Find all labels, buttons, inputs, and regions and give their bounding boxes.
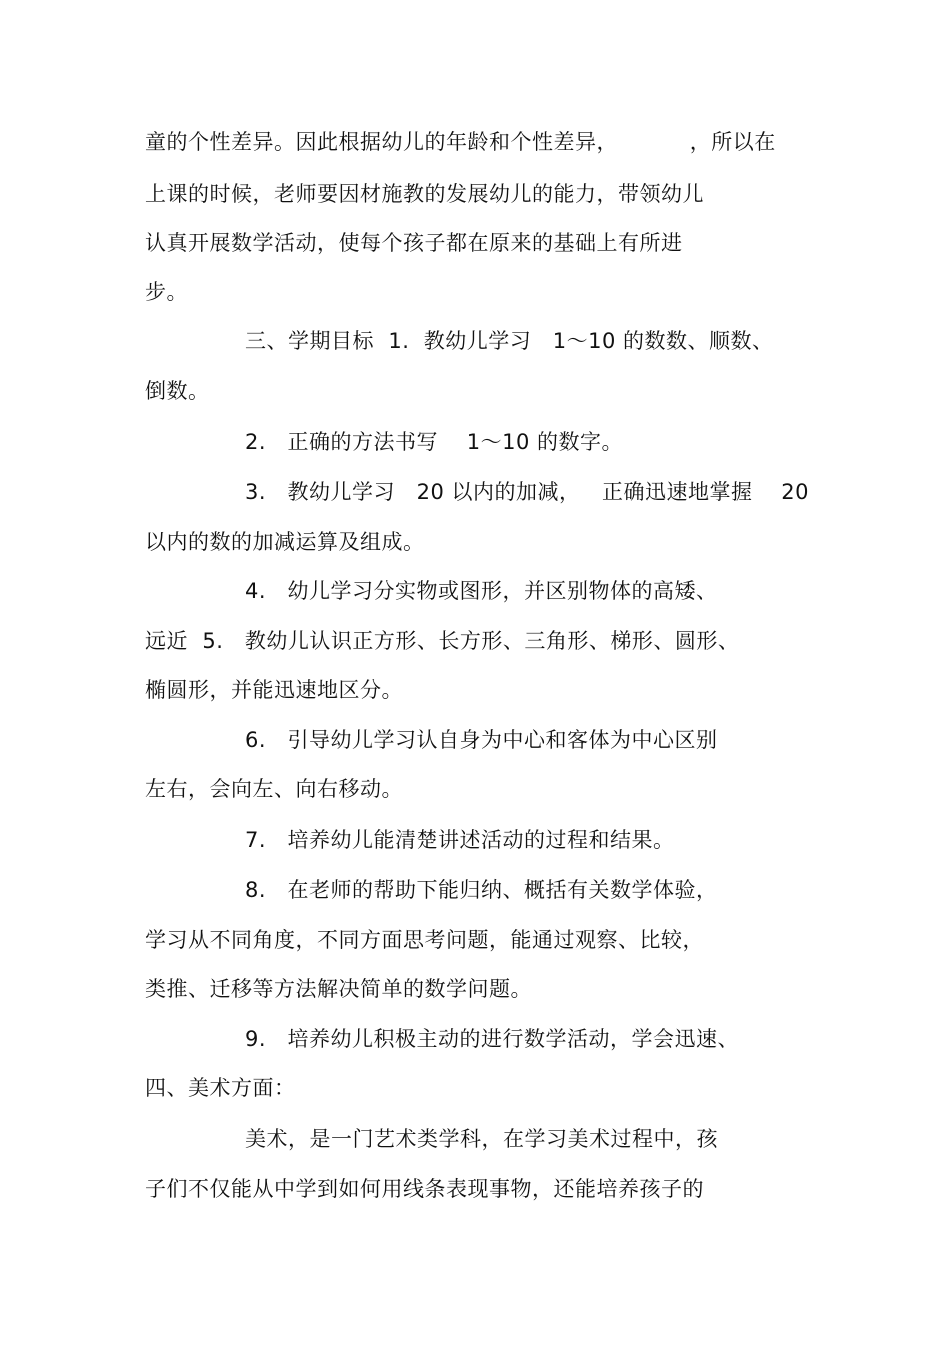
- text-line: 类推、迁移等方法解决简单的数学问题。: [145, 977, 532, 1001]
- text-line: 以内的数的加减运算及组成。: [145, 530, 425, 554]
- text-line: 3. 教幼儿学习 20 以内的加减， 正确迅速地掌握 20: [245, 480, 809, 504]
- text-line: 6. 引导幼儿学习认自身为中心和客体为中心区别: [245, 728, 718, 752]
- text-line: 椭圆形，并能迅速地区分。: [145, 678, 403, 702]
- text-line: 9. 培养幼儿积极主动的进行数学活动，学会迅速、: [245, 1027, 740, 1051]
- text-line: 子们不仅能从中学到如何用线条表现事物，还能培养孩子的: [145, 1177, 704, 1201]
- text-line: 三、学期目标 1. 教幼儿学习 1～10 的数数、顺数、: [245, 329, 774, 353]
- text-line: 左右，会向左、向右移动。: [145, 777, 403, 801]
- text-line: 8. 在老师的帮助下能归纳、概括有关数学体验，: [245, 878, 718, 902]
- text-line: 2. 正确的方法书写 1～10 的数字。: [245, 430, 624, 454]
- text-line: 美术，是一门艺术类学科，在学习美术过程中，孩: [245, 1127, 718, 1151]
- text-line: 上课的时候，老师要因材施教的发展幼儿的能力，带领幼儿: [145, 182, 704, 206]
- text-line: 7. 培养幼儿能清楚讲述活动的过程和结果。: [245, 828, 675, 852]
- text-line: 学习从不同角度，不同方面思考问题，能通过观察、比较，: [145, 928, 704, 952]
- text-line: 4. 幼儿学习分实物或图形，并区别物体的高矮、: [245, 579, 718, 603]
- text-line: 远近 5. 教幼儿认识正方形、长方形、三角形、梯形、圆形、: [145, 629, 740, 653]
- text-line: 倒数。: [145, 379, 210, 403]
- text-line: 步。: [145, 280, 188, 304]
- section-heading: 四、美术方面：: [145, 1076, 296, 1100]
- text-line: 认真开展数学活动，使每个孩子都在原来的基础上有所进: [145, 231, 683, 255]
- text-line: 童的个性差异。因此根据幼儿的年龄和个性差异， ，所以在: [145, 130, 776, 154]
